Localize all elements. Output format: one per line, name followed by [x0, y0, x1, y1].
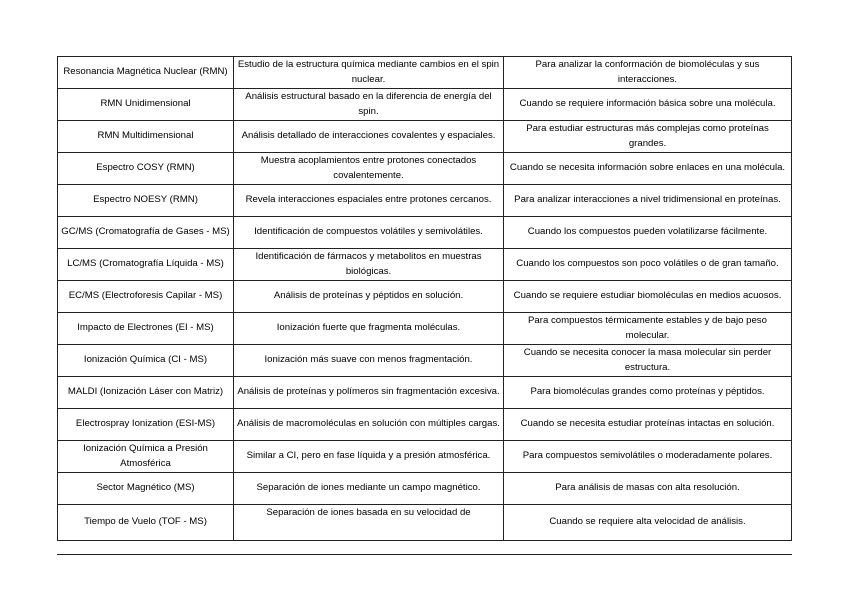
usage-text: Cuando los compuestos son poco volátiles o de gran tamaño. — [516, 258, 779, 270]
technique-text: LC/MS (Cromatografía Líquida - MS) — [67, 258, 224, 270]
technique-cell — [58, 57, 234, 89]
usage-cell — [504, 249, 792, 281]
technique-text: Electrospray Ionization (ESI-MS) — [75, 418, 216, 430]
description-text: Separación de iones mediante un campo magnético. — [256, 482, 481, 494]
technique-cell — [58, 281, 234, 313]
technique-text: Sector Magnético (MS) — [96, 482, 195, 494]
usage-text: Cuando se requiere información básica sobre una molécula. — [519, 98, 776, 110]
description-text: Ionización fuerte que fragmenta moléculas. — [276, 322, 461, 334]
description-text: Análisis de proteínas y polímeros sin fragmentación excesiva. — [237, 386, 500, 398]
usage-cell — [504, 281, 792, 313]
technique-cell — [58, 345, 234, 377]
usage-cell — [504, 89, 792, 121]
description-cell — [234, 377, 504, 409]
technique-text: Espectro NOESY (RMN) — [93, 194, 198, 206]
description-text: Separación de iones basada en su velocidad de — [266, 507, 471, 518]
description-text: Análisis de macromoléculas en solución con múltiples cargas. — [237, 418, 500, 430]
description-text: Revela interacciones espaciales entre protones cercanos. — [245, 194, 492, 206]
usage-text: Para compuestos semivolátiles o moderadamente polares. — [522, 450, 773, 462]
description-text: Análisis estructural basado en la diferencia de energía del spin. — [245, 91, 492, 117]
table-row — [58, 57, 792, 89]
table-row — [58, 185, 792, 217]
description-text: Similar a CI, pero en fase líquida y a presión atmosférica. — [246, 450, 491, 462]
table-row — [58, 281, 792, 313]
description-text: Identificación de fármacos y metabolitos en muestras biológicas. — [255, 251, 482, 277]
usage-text: Cuando los compuestos pueden volatilizarse fácilmente. — [527, 226, 768, 238]
description-cell — [234, 505, 504, 541]
technique-text: Tiempo de Vuelo (TOF - MS) — [84, 516, 207, 527]
technique-cell — [58, 217, 234, 249]
description-cell — [234, 313, 504, 345]
usage-cell — [504, 473, 792, 505]
technique-text: Ionización Química (CI - MS) — [83, 354, 208, 366]
usage-text: Para analizar la conformación de biomoléculas y sus interacciones. — [535, 59, 760, 85]
usage-text: Cuando se necesita conocer la masa molecular sin perder estructura. — [523, 347, 772, 373]
usage-cell — [504, 185, 792, 217]
technique-cell — [58, 313, 234, 345]
usage-cell — [504, 505, 792, 541]
description-cell — [234, 345, 504, 377]
usage-cell — [504, 377, 792, 409]
usage-text: Para compuestos térmicamente estables y de bajo peso molecular. — [528, 315, 767, 341]
description-cell — [234, 89, 504, 121]
usage-cell — [504, 345, 792, 377]
technique-text: RMN Unidimensional — [100, 98, 191, 110]
description-cell — [234, 57, 504, 89]
technique-cell — [58, 409, 234, 441]
table-row — [58, 377, 792, 409]
usage-text: Cuando se requiere estudiar biomoléculas en medios acuosos. — [513, 290, 782, 302]
description-cell — [234, 249, 504, 281]
technique-cell — [58, 153, 234, 185]
usage-text: Para biomoléculas grandes como proteínas y péptidos. — [530, 386, 765, 398]
techniques-table — [57, 56, 792, 541]
table-row — [58, 89, 792, 121]
description-text: Estudio de la estructura química mediante cambios en el spin nuclear. — [237, 59, 500, 85]
table-row — [58, 121, 792, 153]
technique-cell — [58, 505, 234, 541]
technique-text: Resonancia Magnética Nuclear (RMN) — [63, 66, 228, 78]
technique-cell — [58, 377, 234, 409]
technique-cell — [58, 441, 234, 473]
usage-cell — [504, 153, 792, 185]
description-cell — [234, 281, 504, 313]
table-row — [58, 441, 792, 473]
usage-text: Para estudiar estructuras más complejas como proteínas grandes. — [526, 123, 769, 149]
usage-text: Cuando se requiere alta velocidad de análisis. — [549, 516, 746, 527]
technique-cell — [58, 473, 234, 505]
description-text: Muestra acoplamientos entre protones conectados covalentemente. — [260, 155, 477, 181]
usage-cell — [504, 121, 792, 153]
technique-cell — [58, 89, 234, 121]
table-row — [58, 313, 792, 345]
usage-text: Cuando se necesita estudiar proteínas intactas en solución. — [520, 418, 775, 430]
description-cell — [234, 217, 504, 249]
description-cell — [234, 185, 504, 217]
table-row — [58, 249, 792, 281]
table-row — [58, 505, 792, 541]
description-cell — [234, 473, 504, 505]
description-cell — [234, 121, 504, 153]
technique-cell — [58, 185, 234, 217]
usage-text: Para analizar interacciones a nivel tridimensional en proteínas. — [514, 194, 781, 206]
usage-cell — [504, 313, 792, 345]
description-text: Análisis detallado de interacciones covalentes y espaciales. — [241, 130, 496, 142]
description-cell — [234, 409, 504, 441]
technique-text: RMN Multidimensional — [97, 130, 194, 142]
usage-text: Cuando se necesita información sobre enlaces en una molécula. — [509, 162, 786, 174]
usage-cell — [504, 409, 792, 441]
table-row — [58, 409, 792, 441]
table-row — [58, 153, 792, 185]
description-cell — [234, 441, 504, 473]
technique-text: GC/MS (Cromatografía de Gases - MS) — [61, 226, 230, 238]
table-row — [58, 345, 792, 377]
description-text: Ionización más suave con menos fragmentación. — [264, 354, 473, 366]
usage-cell — [504, 217, 792, 249]
description-text: Identificación de compuestos volátiles y semivolátiles. — [254, 226, 483, 238]
usage-text: Para análisis de masas con alta resolución. — [555, 482, 740, 494]
technique-text: MALDI (Ionización Láser con Matriz) — [67, 386, 224, 398]
technique-cell — [58, 249, 234, 281]
table-row — [58, 473, 792, 505]
usage-cell — [504, 57, 792, 89]
technique-text: Espectro COSY (RMN) — [96, 162, 195, 174]
technique-text: Impacto de Electrones (EI - MS) — [77, 322, 214, 334]
technique-text: Ionización Química a Presión Atmosférica — [83, 443, 208, 469]
description-text: Análisis de proteínas y péptidos en solución. — [273, 290, 464, 302]
table-viewport — [57, 56, 792, 555]
usage-cell — [504, 441, 792, 473]
table-row — [58, 217, 792, 249]
technique-cell — [58, 121, 234, 153]
description-cell — [234, 153, 504, 185]
technique-text: EC/MS (Electroforesis Capilar - MS) — [68, 290, 223, 302]
